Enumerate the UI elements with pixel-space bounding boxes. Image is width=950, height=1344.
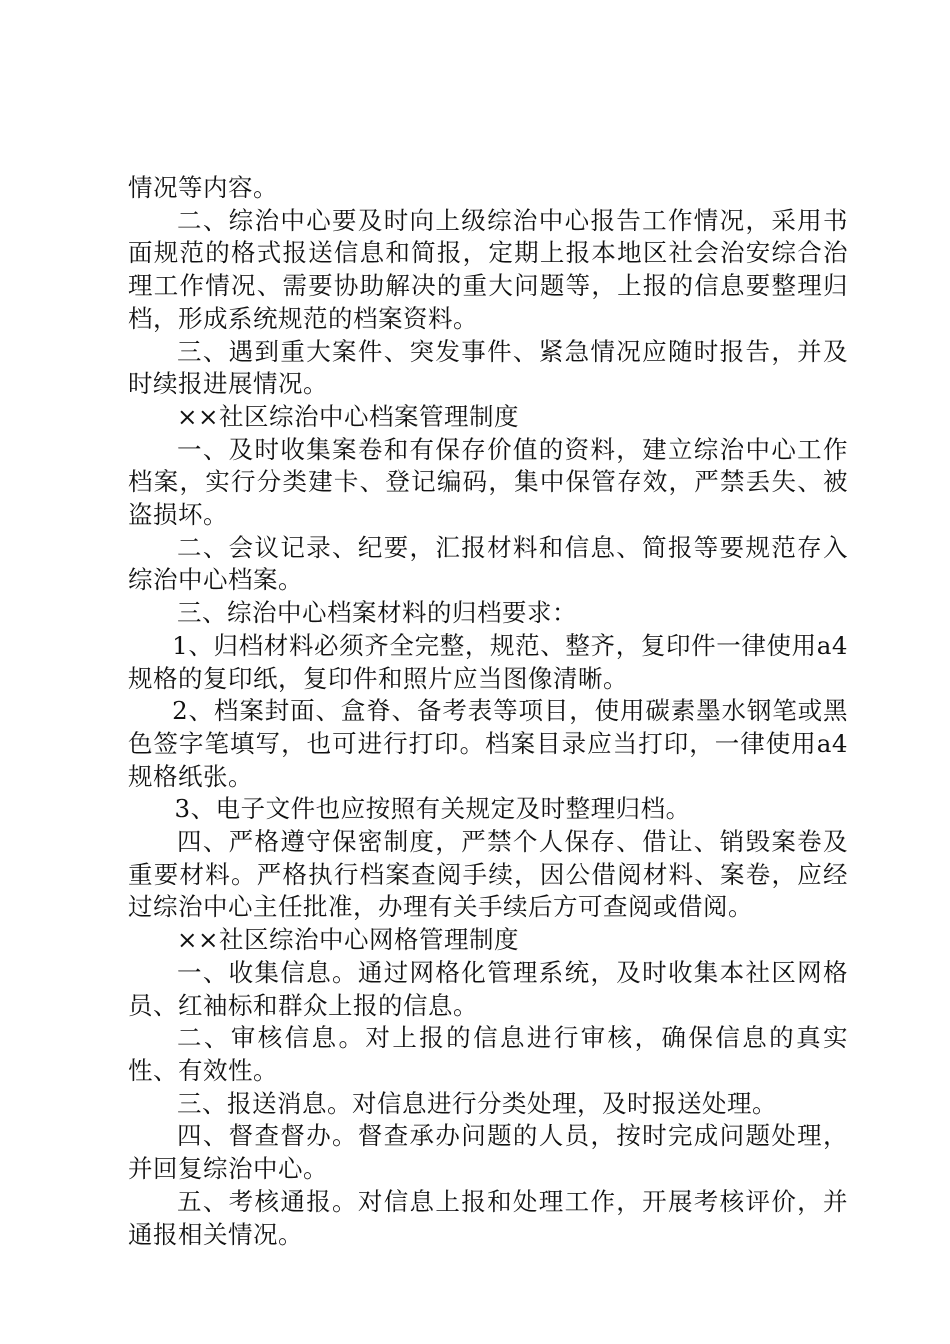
document-body (128, 172, 848, 1251)
paragraph-requirement-2: 2、档案封面、盒脊、备考表等项目，使用碳素墨水钢笔或黑色签字笔填写，也可进行打印。档案目录应当打印，一律使用a4规格纸张。 (128, 696, 848, 791)
paragraph-meeting-records: 二、会议记录、纪要，汇报材料和信息、简报等要规范存入综治中心档案。 (128, 532, 848, 595)
paragraph-assessment: 五、考核通报。对信息上报和处理工作，开展考核评价，并通报相关情况。 (128, 1186, 848, 1249)
paragraph-archive-collection: 一、及时收集案卷和有保存价值的资料，建立综治中心工作档案，实行分类建卡、登记编码，集中保管存效，严禁丢失、被盗损坏。 (128, 434, 848, 530)
paragraph-continuation: 情况等内容。 (128, 173, 278, 202)
paragraph-requirement-1: 1、归档材料必须齐全完整，规范、整齐，复印件一律使用a4规格的复印纸，复印件和照片应当图像清晰。 (128, 630, 848, 693)
section-title-grid-management: ××社区综治中心网格管理制度 (177, 925, 520, 955)
paragraph-collect-info: 一、收集信息。通过网格化管理系统，及时收集本社区网格员、红袖标和群众上报的信息。 (128, 957, 848, 1020)
section-title-archive-management: ××社区综治中心档案管理制度 (177, 401, 520, 431)
paragraph-requirement-3: 3、电子文件也应按照有关规定及时整理归档。 (174, 794, 691, 824)
paragraph-review-info: 二、审核信息。对上报的信息进行审核，确保信息的真实性、有效性。 (128, 1023, 848, 1085)
paragraph-archive-requirements: 三、综治中心档案材料的归档要求： (177, 598, 577, 628)
paragraph-confidentiality: 四、严格遵守保密制度，严禁个人保存、借让、销毁案卷及重要材料。严格执行档案查阅手续，因公借阅材料、案卷，应经过综治中心主任批准，办理有关手续后方可查阅或借阅。 (128, 827, 848, 922)
paragraph-supervise: 四、督查督办。督查承办问题的人员，按时完成问题处理，并回复综治中心。 (128, 1121, 848, 1184)
paragraph-report-upward: 二、综治中心要及时向上级综治中心报告工作情况，采用书面规范的格式报送信息和简报，定期上报本地区社会治安综合治理工作情况、需要协助解决的重大问题等，上报的信息要整理归档，形成系统规范的档案资料。 (128, 205, 848, 333)
paragraph-emergency-report: 三、遇到重大案件、突发事件、紧急情况应随时报告，并及时续报进展情况。 (128, 336, 848, 399)
paragraph-send-info: 三、报送消息。对信息进行分类处理，及时报送处理。 (177, 1088, 777, 1118)
